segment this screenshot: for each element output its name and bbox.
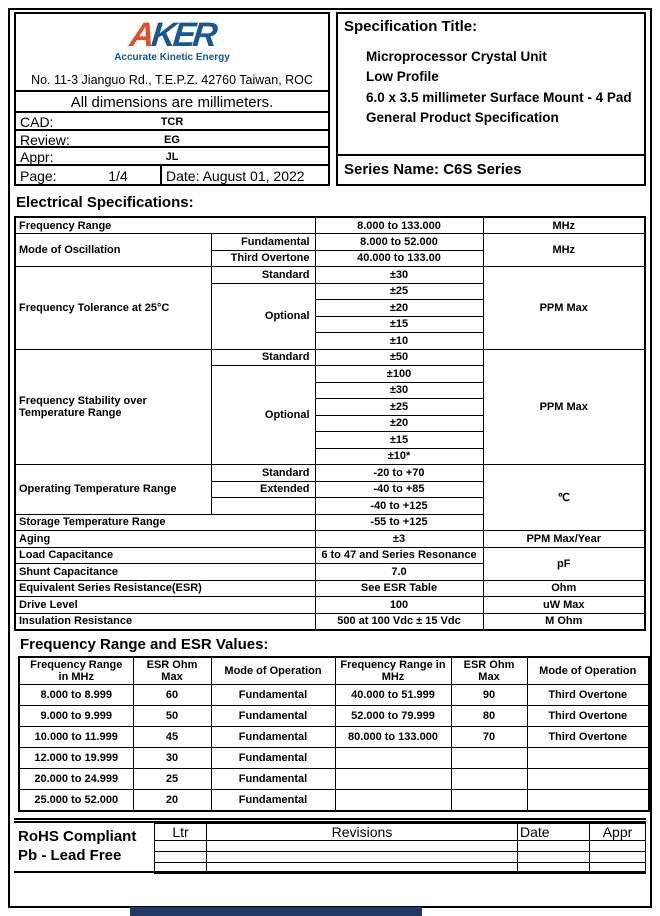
- rev-col-appr: Appr: [590, 823, 646, 840]
- load-cap-label: Load Capacitance: [15, 547, 315, 564]
- review-label: Review:: [20, 131, 70, 148]
- review-row: [16, 129, 328, 147]
- appr-label: Appr:: [20, 149, 54, 166]
- esr-cell: [527, 748, 649, 769]
- document-page: [8, 8, 652, 908]
- rohs-note: [14, 823, 154, 871]
- storage-temp-label: Storage Temperature Range: [15, 514, 315, 531]
- op-temp-extended-label: Extended: [211, 481, 315, 498]
- aging-value: ±3: [315, 531, 483, 548]
- appr-row: [16, 146, 328, 164]
- spec-title-line: General Product Specification: [366, 109, 559, 125]
- revisions-table: [154, 823, 646, 874]
- stability-optional-value: ±10*: [315, 448, 483, 465]
- rev-cell: [155, 840, 207, 851]
- esr-cell: Fundamental: [211, 769, 335, 790]
- stability-optional-value: ±30: [315, 382, 483, 399]
- esr-col-ohm: ESR Ohm Max: [133, 657, 211, 685]
- cad-label: CAD:: [20, 114, 54, 131]
- table-row: [15, 267, 645, 284]
- esr-cell: 45: [133, 727, 211, 748]
- spec-title-line: Microprocessor Crystal Unit: [366, 49, 547, 64]
- esr-cell: 8.000 to 8.999: [19, 685, 133, 706]
- operating-temp-label: Operating Temperature Range: [15, 465, 211, 515]
- stability-standard-value: ±50: [315, 349, 483, 366]
- table-row: [155, 851, 646, 862]
- dimensions-note: All dimensions are millimeters.: [16, 90, 328, 111]
- rev-cell: [155, 851, 207, 862]
- page-label: Page:: [20, 167, 57, 184]
- rev-cell: [518, 862, 590, 873]
- freq-tolerance-unit: PPM Max: [483, 267, 645, 350]
- insulation-value: 500 at 100 Vdc ± 15 Vdc: [315, 613, 483, 630]
- tolerance-optional-value: ±25: [315, 283, 483, 300]
- esr-cell: [335, 769, 451, 790]
- rev-col-ltr: Ltr: [155, 823, 207, 840]
- spec-title-lines: [366, 47, 638, 128]
- esr-col-freq: Frequency Range in MHz: [19, 657, 133, 685]
- load-cap-value: 6 to 47 and Series Resonance: [315, 547, 483, 564]
- table-row: [15, 613, 645, 630]
- table-row: [15, 531, 645, 548]
- rev-cell: [590, 851, 646, 862]
- rev-cell: [590, 862, 646, 873]
- review-value: EG: [164, 133, 180, 146]
- esr-cell: [335, 748, 451, 769]
- esr-cell: 52.000 to 79.999: [335, 706, 451, 727]
- stability-standard-label: Standard: [211, 349, 315, 366]
- drive-level-unit: uW Max: [483, 597, 645, 614]
- appr-value: JL: [165, 151, 179, 164]
- aker-logo-icon: [128, 18, 216, 54]
- esr-cell: Third Overtone: [527, 685, 649, 706]
- esr-unit: Ohm: [483, 580, 645, 597]
- esr-cell: 80: [451, 706, 527, 727]
- tolerance-optional-label: Optional: [211, 283, 315, 349]
- esr-cell: 25.000 to 52.000: [19, 790, 133, 811]
- esr-cell: [527, 790, 649, 811]
- esr-label: Equivalent Series Resistance(ESR): [15, 580, 315, 597]
- company-block: [14, 12, 330, 186]
- rohs-line2: Pb - Lead Free: [18, 846, 122, 864]
- esr-cell: Fundamental: [211, 790, 335, 811]
- drive-level-value: 100: [315, 597, 483, 614]
- esr-col-ohm: ESR Ohm Max: [451, 657, 527, 685]
- table-row: [15, 217, 645, 234]
- esr-cell: 50: [133, 706, 211, 727]
- company-address: No. 11-3 Jianguo Rd., T.E.P.Z. 42760 Taiwan, ROC: [31, 73, 313, 88]
- date-value: Date: August 01, 2022: [166, 167, 305, 184]
- op-temp-extra-label: [211, 498, 315, 515]
- rev-cell: [207, 851, 518, 862]
- page-number: 1/4: [108, 167, 128, 184]
- company-logo: [16, 14, 328, 70]
- mode-osc-unit: MHz: [483, 234, 645, 267]
- tolerance-optional-value: ±20: [315, 300, 483, 317]
- op-temp-standard-value: -20 to +70: [315, 465, 483, 482]
- freq-range-unit: MHz: [483, 217, 645, 234]
- logo-tagline: Accurate Kinetic Energy: [114, 51, 230, 63]
- electrical-specifications-table: [14, 216, 646, 631]
- stability-optional-value: ±15: [315, 432, 483, 449]
- table-row: [15, 597, 645, 614]
- drive-level-label: Drive Level: [15, 597, 315, 614]
- fundamental-value: 8.000 to 52.000: [315, 234, 483, 251]
- esr-cell: 60: [133, 685, 211, 706]
- table-row: [155, 840, 646, 851]
- esr-cell: [451, 748, 527, 769]
- temp-unit: ℃: [483, 465, 645, 531]
- page-row: [16, 164, 328, 184]
- rev-cell: [155, 862, 207, 873]
- op-temp-extra-value: -40 to +125: [315, 498, 483, 515]
- esr-cell: Fundamental: [211, 748, 335, 769]
- esr-cell: 30: [133, 748, 211, 769]
- table-row: [15, 547, 645, 564]
- tolerance-optional-value: ±10: [315, 333, 483, 350]
- spec-title-section: [338, 14, 644, 154]
- esr-cell: Fundamental: [211, 706, 335, 727]
- esr-cell: [451, 769, 527, 790]
- capacitance-unit: pF: [483, 547, 645, 580]
- insulation-label: Insulation Resistance: [15, 613, 315, 630]
- third-overtone-label: Third Overtone: [211, 250, 315, 267]
- table-row: [15, 465, 645, 482]
- esr-cell: [527, 769, 649, 790]
- rev-col-revisions: Revisions: [207, 823, 518, 840]
- esr-cell: 12.000 to 19.999: [19, 748, 133, 769]
- rohs-line1: RoHS Compliant: [18, 827, 137, 845]
- esr-cell: 10.000 to 11.999: [19, 727, 133, 748]
- esr-cell: Third Overtone: [527, 706, 649, 727]
- stability-optional-value: ±25: [315, 399, 483, 416]
- tolerance-standard-label: Standard: [211, 267, 315, 284]
- table-row: [19, 748, 649, 769]
- cad-value: TCR: [160, 116, 184, 129]
- footer-block: [14, 823, 646, 873]
- aging-unit: PPM Max/Year: [483, 531, 645, 548]
- shunt-cap-label: Shunt Capacitance: [15, 564, 315, 581]
- freq-range-label: Frequency Range: [15, 217, 315, 234]
- esr-cell: [451, 790, 527, 811]
- third-overtone-value: 40.000 to 133.00: [315, 250, 483, 267]
- shunt-cap-value: 7.0: [315, 564, 483, 581]
- rev-cell: [518, 840, 590, 851]
- table-row: [19, 769, 649, 790]
- stability-optional-label: Optional: [211, 366, 315, 465]
- spec-title-label: Specification Title:: [344, 18, 478, 35]
- table-row: [155, 862, 646, 873]
- esr-cell: 90: [451, 685, 527, 706]
- rev-cell: [518, 851, 590, 862]
- table-row: [19, 685, 649, 706]
- footer-blue-bar: [130, 907, 422, 916]
- rev-col-date: Date: [518, 823, 590, 840]
- table-header-row: [19, 657, 649, 685]
- esr-col-mode: Mode of Operation: [527, 657, 649, 685]
- cad-row: [16, 111, 328, 129]
- rev-cell: [207, 862, 518, 873]
- mode-osc-label: Mode of Oscillation: [15, 234, 211, 267]
- esr-cell: 9.000 to 9.999: [19, 706, 133, 727]
- table-row: [19, 727, 649, 748]
- table-row: [15, 349, 645, 366]
- esr-value: See ESR Table: [315, 580, 483, 597]
- op-temp-extended-value: -40 to +85: [315, 481, 483, 498]
- esr-cell: 20.000 to 24.999: [19, 769, 133, 790]
- freq-tolerance-label: Frequency Tolerance at 25°C: [15, 267, 211, 350]
- tolerance-standard-value: ±30: [315, 267, 483, 284]
- esr-cell: 40.000 to 51.999: [335, 685, 451, 706]
- storage-temp-value: -55 to +125: [315, 514, 483, 531]
- freq-stability-unit: PPM Max: [483, 349, 645, 465]
- spec-title-block: [336, 12, 646, 186]
- esr-cell: Third Overtone: [527, 727, 649, 748]
- op-temp-standard-label: Standard: [211, 465, 315, 482]
- spec-title-line: 6.0 x 3.5 millimeter Surface Mount - 4 Pad: [366, 89, 632, 105]
- title-block: [14, 12, 646, 186]
- electrical-heading: Electrical Specifications:: [16, 194, 194, 211]
- esr-cell: 80.000 to 133.000: [335, 727, 451, 748]
- freq-range-value: 8.000 to 133.000: [315, 217, 483, 234]
- esr-cell: 70: [451, 727, 527, 748]
- spec-title-line: Low Profile: [366, 69, 439, 85]
- table-row: [19, 706, 649, 727]
- aging-label: Aging: [15, 531, 315, 548]
- table-row: [19, 790, 649, 811]
- logo-letters-ker: KER: [149, 16, 217, 54]
- esr-cell: 25: [133, 769, 211, 790]
- freq-stability-label: Frequency Stability over Temperature Range: [15, 349, 211, 465]
- table-row: [15, 234, 645, 251]
- tolerance-optional-value: ±15: [315, 316, 483, 333]
- esr-cell: [335, 790, 451, 811]
- rev-cell: [590, 840, 646, 851]
- fundamental-label: Fundamental: [211, 234, 315, 251]
- esr-cell: Fundamental: [211, 685, 335, 706]
- esr-cell: Fundamental: [211, 727, 335, 748]
- rev-cell: [207, 840, 518, 851]
- esr-heading: Frequency Range and ESR Values:: [20, 635, 269, 653]
- logo-letter-a: A: [127, 16, 154, 54]
- stability-optional-value: ±100: [315, 366, 483, 383]
- esr-values-table: [18, 656, 650, 812]
- esr-cell: 20: [133, 790, 211, 811]
- stability-optional-value: ±20: [315, 415, 483, 432]
- series-name: Series Name: C6S Series: [338, 154, 644, 184]
- page-cell: [16, 166, 162, 184]
- table-header-row: [155, 823, 646, 840]
- table-row: [15, 580, 645, 597]
- esr-col-freq: Frequency Range in MHz: [335, 657, 451, 685]
- insulation-unit: M Ohm: [483, 613, 645, 630]
- esr-col-mode: Mode of Operation: [211, 657, 335, 685]
